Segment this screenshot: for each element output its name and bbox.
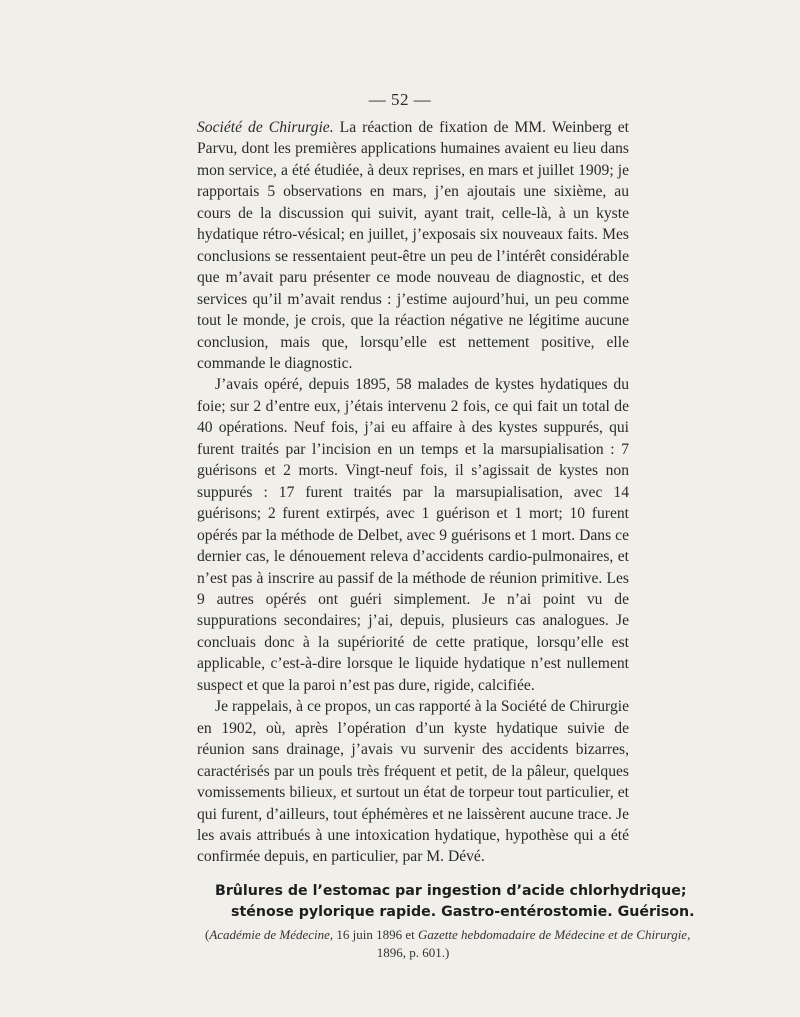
reference-source-gazette: Gazette hebdomadaire de Médecine et de Chirurgie, <box>418 927 691 942</box>
paragraph-operations-statistics: J’avais opéré, depuis 1895, 58 malades de kystes hydatiques du foie; sur 2 d’entre eux, j’étais intervenu 2 fois, ce qui fait un total de 40 opérations. Neuf fois, j’ai eu affaire à des kystes suppurés, qui furent traités par l’incision en un temps et la marsupialisation : 7 guérisons et 2 morts. Vingt-neuf fois, il s’agissait de kystes non suppurés : 17 furent traités par la marsupialisation, avec 14 guérisons; 2 furent extirpés, avec 1 guérison et 1 mort; 10 furent opérés par la méthode de Delbet, avec 9 guérisons et 1 mort. Dans ce dernier cas, le dénouement releva d’accidents cardio-pulmonaires, et n’est pas à inscrire au passif de la méthode de réunion primitive. Les 9 autres opérés ont guéri simplement. Je n’ai point vu de suppurations secondaires; j’ai, depuis, plusieurs cas analogues. Je concluais donc à la supériorité de cette pratique, lorsqu’elle est applicable, c’est-à-dire lorsque le liquide hydatique n’est nullement suspect et que la paroi n’est pas dure, rigide, calcifiée. <box>197 376 629 694</box>
italic-lead: Société de Chirurgie. <box>197 119 334 136</box>
bibliographic-reference <box>197 926 691 962</box>
reference-source-academie: Académie de Médecine, <box>209 927 334 942</box>
section-heading <box>197 881 695 923</box>
paragraph-societe-de-chirurgie <box>197 117 629 374</box>
paragraph-hydatid-intoxication: Je rappelais, à ce propos, un cas rapporté à la Société de Chirurgie en 1902, où, après l’opération d’un kyste hydatique suivie de réunion sans drainage, j’avais vu survenir des accidents bizarres, caractérisés par un pouls très fréquent et petit, de la pâleur, quelques vomissements bilieux, et surtout un état de torpeur tout particulier, et qui furent, d’ailleurs, tout éphémères et ne laissèrent aucune trace. Je les avais attribués à une intoxication hydatique, hypothèse qui a été confirmée depuis, en particulier, par M. Dévé. <box>197 698 629 866</box>
page-number: — 52 — <box>368 90 432 109</box>
section-heading-line-2: sténose pylorique rapide. Gastro-entérostomie. Guérison. <box>231 904 695 920</box>
reference-line-2: 1896, p. 601.) <box>376 945 450 960</box>
reference-open-paren: ( <box>205 927 210 942</box>
body-text <box>197 117 629 868</box>
reference-line-1 <box>197 926 691 944</box>
section-heading-line-1: Brûlures de l’estomac par ingestion d’acide chlorhydrique; <box>215 883 687 899</box>
reference-date: 16 juin 1896 et <box>333 927 418 942</box>
paragraph-text: La réaction de fixation de MM. Weinberg et Parvu, dont les premières applications humaines avaient eu lieu dans mon service, a été étudiée, à deux reprises, en mars et juillet 1909; je rapportais 5 observations en mars, j’en ajoutais une sixième, au cours de la discussion qui suivit, ayant trait, celle-là, à un kyste hydatique rétro-vésical; en juillet, j’exposais six nouveaux faits. Mes conclusions se ressentaient peut-être un peu de l’intérêt considérable que m’avait paru présenter ce mode nouveau de diagnostic, et des services qu’il m’avait rendus : j’estime aujourd’hui, un peu comme tout le monde, je crois, que la réaction négative ne légitime aucune conclusion, mais que, lorsqu’elle est nettement positive, elle commande le diagnostic. <box>197 119 629 372</box>
